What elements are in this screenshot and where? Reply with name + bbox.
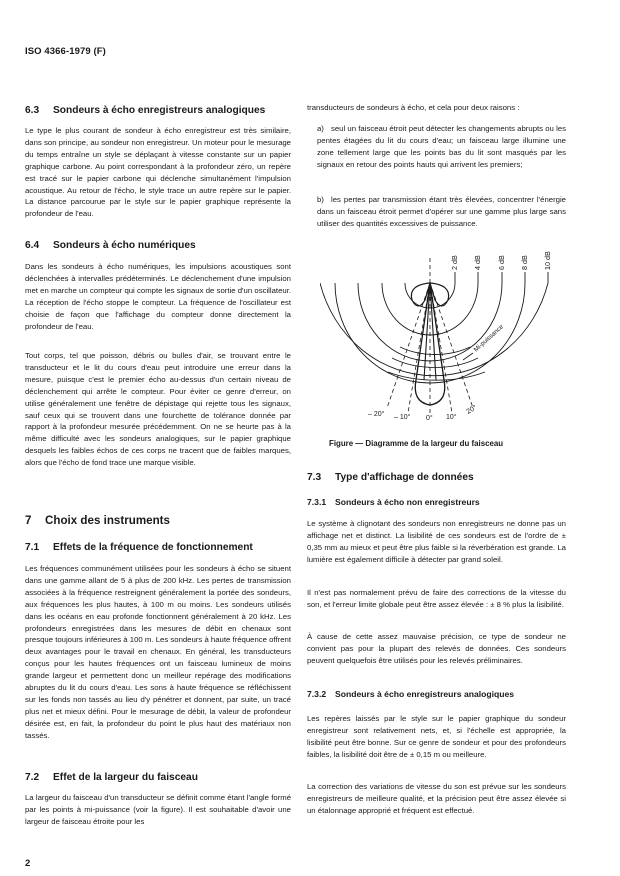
document-id-header: ISO 4366-1979 (F) xyxy=(25,46,106,57)
list-item-b xyxy=(317,194,566,230)
angle-label-minus-20: – 20° xyxy=(368,411,385,418)
list-text: les pertes par transmission étant très élevées, concentrer l'énergie dans un faisceau étroit permet d'opérer sur une gamme plus large sans utiliser des quantités excessives de puissance. xyxy=(317,195,566,228)
section-6-3-paragraph: Le type le plus courant de sondeur à écho enregistreur est très similaire, dans son principe, au sondeur non enregistreur. Un moteur pour le mesurage du temps entraîne un style se déplaçant à vitesse constante sur un papier graphique carbone. Au point correspondant à la profondeur zéro, un repère est tracé sur le papier carbone qui déclenche simultanément l'impulsion acoustique. Au retour de l'écho, le style trace un autre repère sur le papier. La distance parcourue par le style sur le papier graphique représente la profondeur de l'eau. xyxy=(25,126,291,219)
section-7-3-1-paragraph-3: À cause de cette assez mauvaise précision, ce type de sondeur ne convient pas pour la plupart des relevés de données. Ces sondeurs peuvent quelquefois être utilisés pour les relevés préliminaires. xyxy=(307,632,566,665)
section-title: Sondeurs à écho enregistreurs analogiques xyxy=(335,689,515,699)
section-title: Choix des instruments xyxy=(45,514,170,527)
half-power-label: Mi-puissance xyxy=(472,323,505,354)
section-title: Sondeurs à écho numériques xyxy=(53,240,196,251)
section-title: Type d'affichage de données xyxy=(335,472,474,483)
section-number: 7.3 xyxy=(307,472,322,483)
section-title: Effet de la largeur du faisceau xyxy=(53,772,198,783)
section-6-4-heading xyxy=(25,240,196,251)
section-7-2-heading xyxy=(25,772,198,783)
label-4db: 4 dB xyxy=(473,255,482,270)
section-7-heading xyxy=(25,514,170,527)
section-7-3-2-paragraph-1: Les repères laissés par le style sur le papier graphique du sondeur enregistreur sont relativement nets, et, si l'échelle est appropriée, la lisibilité peut être bonne. Sur ce genre de sondeur et pour des profondeurs faibles, la lisibilité doit être de ± 0,15 m ou meilleure. xyxy=(307,714,566,759)
section-title: Sondeurs à écho enregistreurs analogiques xyxy=(53,105,266,116)
page-number: 2 xyxy=(25,858,31,869)
section-6-3-heading xyxy=(25,105,265,116)
continuation-paragraph: transducteurs de sondeurs à écho, et cela pour deux raisons : xyxy=(307,103,520,112)
label-6db: 6 dB xyxy=(497,255,506,270)
section-7-3-1-paragraph-1: Le système à clignotant des sondeurs non enregistreurs ne donne pas un affichage net et distinct. La lisibilité de ces sondeurs est de l'ordre de ± 0,35 mm au mieux et peut être plus faible si la réverbération est grande. La lumière est également difficile à détecter par grand soleil. xyxy=(307,519,566,564)
section-7-1-heading xyxy=(25,542,253,553)
angle-label-0: 0° xyxy=(426,415,433,420)
label-2db: 2 dB xyxy=(450,255,459,270)
section-7-3-heading xyxy=(307,472,474,483)
section-number: 7.3.1 xyxy=(307,497,327,507)
section-6-4-paragraph-2: Tout corps, tel que poisson, débris ou bulles d'air, se trouvant entre le transducteur et le lit du cours d'eau peut introduire une erreur dans la mesure, puisque c'est le premier écho au-dessus d'un certain niveau de déclenchement qui arrête le compteur. Pour éviter ce genre d'erreur, on utilise généralement une fenêtre de dépistage qui rejette tous les signaux, sauf ceux qui se trouvent dans une fourchette de tolérance donnée par rapport à la profondeur mesurée précédemment. On ne se heurte pas à la même difficulté avec les sondeurs analogiques, sur le papier graphique desquels les faibles échos de ces corps ne tracent que de faibles marques, alors que l'écho de fond trace une marque visible. xyxy=(25,351,291,468)
angle-label-minus-10: – 10° xyxy=(394,414,411,420)
beam-width-diagram xyxy=(320,250,570,420)
section-7-1-paragraph: Les fréquences communément utilisées pour les sondeurs à écho se situent dans une gamme allant de 5 à plus de 200 kHz. Les pertes de transmission associées à la fréquence restreignent généralement la portée des sondeurs, aux fréquences les plus hautes, à 100 m ou moins. Les sondeurs utilisés dans les océans en eau profonde fonctionnent généralement à 20 kHz. Les profondeurs enregistrées dans les mesures de débit en chenaux sont presque toujours inférieures à 100 m. Les sondeurs à haute fréquence offrent deux avantages pour le travail en chenaux. En général, les transducteurs conçus pour les hautes fréquences ont un faisceau lumineux de moins grande largeur et permettent donc un meilleur repérage des modifications abruptes du lit du cours d'eau. Les sons à haute fréquence se réfléchissent sur les fonds non tassés au lieu d'y pénétrer et donnent, par suite, un tracé plus net et mieux défini. Pour le mesurage de débit, la valeur de profondeur désirée est, en fait, la profondeur du point le plus haut des matériaux non tassés. xyxy=(25,564,291,740)
section-number: 7 xyxy=(25,514,32,527)
section-7-2-paragraph: La largeur du faisceau d'un transducteur se définit comme étant l'angle formé par les points à mi-puissance (voir la figure). Il est souhaitable d'avoir une largeur de faisceau étroite pour les xyxy=(25,793,291,826)
arc-10db xyxy=(320,272,548,376)
section-7-3-1-paragraph-2: Il n'est pas normalement prévu de faire des corrections de la vitesse du son, et l'erreur limite globale peut être assez élevée : ± 8 % plus la lisibilité. xyxy=(307,588,566,609)
section-number: 6.4 xyxy=(25,240,40,251)
section-number: 6.3 xyxy=(25,105,40,116)
section-6-4-paragraph-1: Dans les sondeurs à écho numériques, les impulsions acoustiques sont déclenchées à intervalles prédéterminés. Le déclenchement d'une impulsion met en marche un compteur qui compte les signaux de sortie d'un oscillateur. La réception de l'écho stoppe le compteur. La fréquence de l'oscillateur est choisie de façon que l'affichage du compteur donne directement la profondeur de l'eau. xyxy=(25,262,291,331)
section-7-3-1-heading xyxy=(307,497,480,507)
section-number: 7.1 xyxy=(25,542,40,553)
section-7-3-2-heading xyxy=(307,689,514,699)
angle-label-10: 10° xyxy=(446,414,457,420)
list-text: seul un faisceau étroit peut détecter les changements abrupts ou les pentes étagées du lit du cours d'eau; un faisceau large illumine une zone tellement large que les points bas du lit sont masqués par les signaux en retour des points hauts qui arrivent les premiers; xyxy=(317,124,566,169)
list-marker: a) xyxy=(317,124,324,133)
section-number: 7.3.2 xyxy=(307,689,327,699)
label-8db: 8 dB xyxy=(520,255,529,270)
section-title: Sondeurs à écho non enregistreurs xyxy=(335,497,480,507)
section-title: Effets de la fréquence de fonctionnement xyxy=(53,542,253,553)
section-number: 7.2 xyxy=(25,772,40,783)
list-item-a xyxy=(317,123,566,171)
section-7-3-2-paragraph-2: La correction des variations de vitesse du son est prévue sur les sondeurs enregistreurs de meilleure qualité, et la précision peut être assez élevée si un étalonnage approprié et fréquent est effectué. xyxy=(307,782,566,815)
label-10db: 10 dB xyxy=(543,251,552,270)
angle-label-20: 20° xyxy=(465,404,479,416)
figure-caption: Figure — Diagramme de la largeur du faisceau xyxy=(329,439,504,448)
main-lobe xyxy=(415,283,444,405)
list-marker: b) xyxy=(317,195,324,204)
